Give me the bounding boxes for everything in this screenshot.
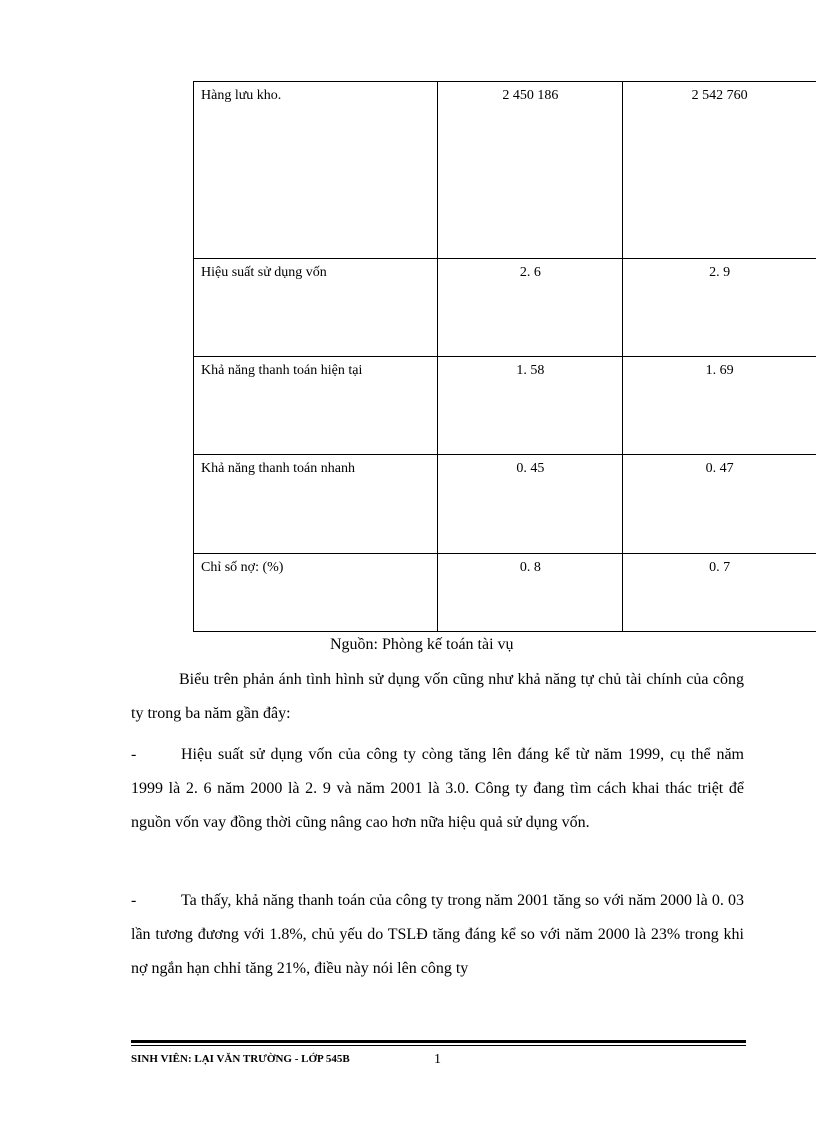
value-cell: 0. 8 bbox=[438, 554, 623, 632]
page-number: 1 bbox=[434, 1052, 441, 1067]
value-cell: 0. 7 bbox=[623, 554, 816, 632]
value-cell: 0. 47 bbox=[623, 455, 816, 554]
financial-ratios-table bbox=[193, 81, 816, 632]
value-cell: 0. 45 bbox=[438, 455, 623, 554]
bullet-dash: - bbox=[131, 746, 137, 763]
bullet-paragraph-1 bbox=[131, 738, 744, 840]
row-label: Hiệu suất sử dụng vốn bbox=[194, 259, 438, 357]
intro-paragraph: Biểu trên phản ánh tình hình sử dụng vốn cũng như khả năng tự chủ tài chính của công ty trong ba năm gần đây: bbox=[131, 671, 744, 722]
row-label: Khả năng thanh toán nhanh bbox=[194, 455, 438, 554]
bullet-text-2: Ta thấy, khả năng thanh toán của công ty trong năm 2001 tăng so với năm 2000 là 0. 03 lần tương đương với 1.8%, chủ yếu do TSLĐ tăng đáng kể so với năm 2000 là 23% trong khi nợ ngắn hạn chhỉ tăng 21%, điều này nói lên công ty bbox=[131, 892, 744, 977]
row-label: Chỉ số nợ: (%) bbox=[194, 554, 438, 632]
table-row bbox=[194, 554, 816, 632]
value-cell: 2 450 186 bbox=[438, 82, 623, 259]
value-cell: 2. 6 bbox=[438, 259, 623, 357]
table-row bbox=[194, 357, 816, 455]
bullet-paragraph-2 bbox=[131, 884, 744, 986]
bullet-dash: - bbox=[131, 892, 137, 909]
footer-author: SINH VIÊN: LẠI VĂN TRƯỜNG - LỚP 545B bbox=[131, 1053, 350, 1065]
row-label: Khả năng thanh toán hiện tại bbox=[194, 357, 438, 455]
table-row bbox=[194, 259, 816, 357]
table-row bbox=[194, 455, 816, 554]
value-cell: 1. 69 bbox=[623, 357, 816, 455]
table-row bbox=[194, 82, 816, 259]
footer-rule-thin bbox=[131, 1045, 746, 1046]
value-cell: 2 542 760 bbox=[623, 82, 816, 259]
bullet-text-1: Hiệu suất sử dụng vốn của công ty còng tăng lên đáng kể từ năm 1999, cụ thể năm 1999 là 2. 6 năm 2000 là 2. 9 và năm 2001 là 3.0. Công ty đang tìm cách khai thác triệt để nguồn vốn vay đồng thời cũng nâng cao hơn nữa hiệu quả sử dụng vốn. bbox=[131, 746, 744, 831]
value-cell: 2. 9 bbox=[623, 259, 816, 357]
footer-rule-thick bbox=[131, 1040, 746, 1043]
row-label: Hàng lưu kho. bbox=[194, 82, 438, 259]
value-cell: 1. 58 bbox=[438, 357, 623, 455]
table-source-note: Nguồn: Phòng kế toán tài vụ bbox=[330, 636, 514, 653]
